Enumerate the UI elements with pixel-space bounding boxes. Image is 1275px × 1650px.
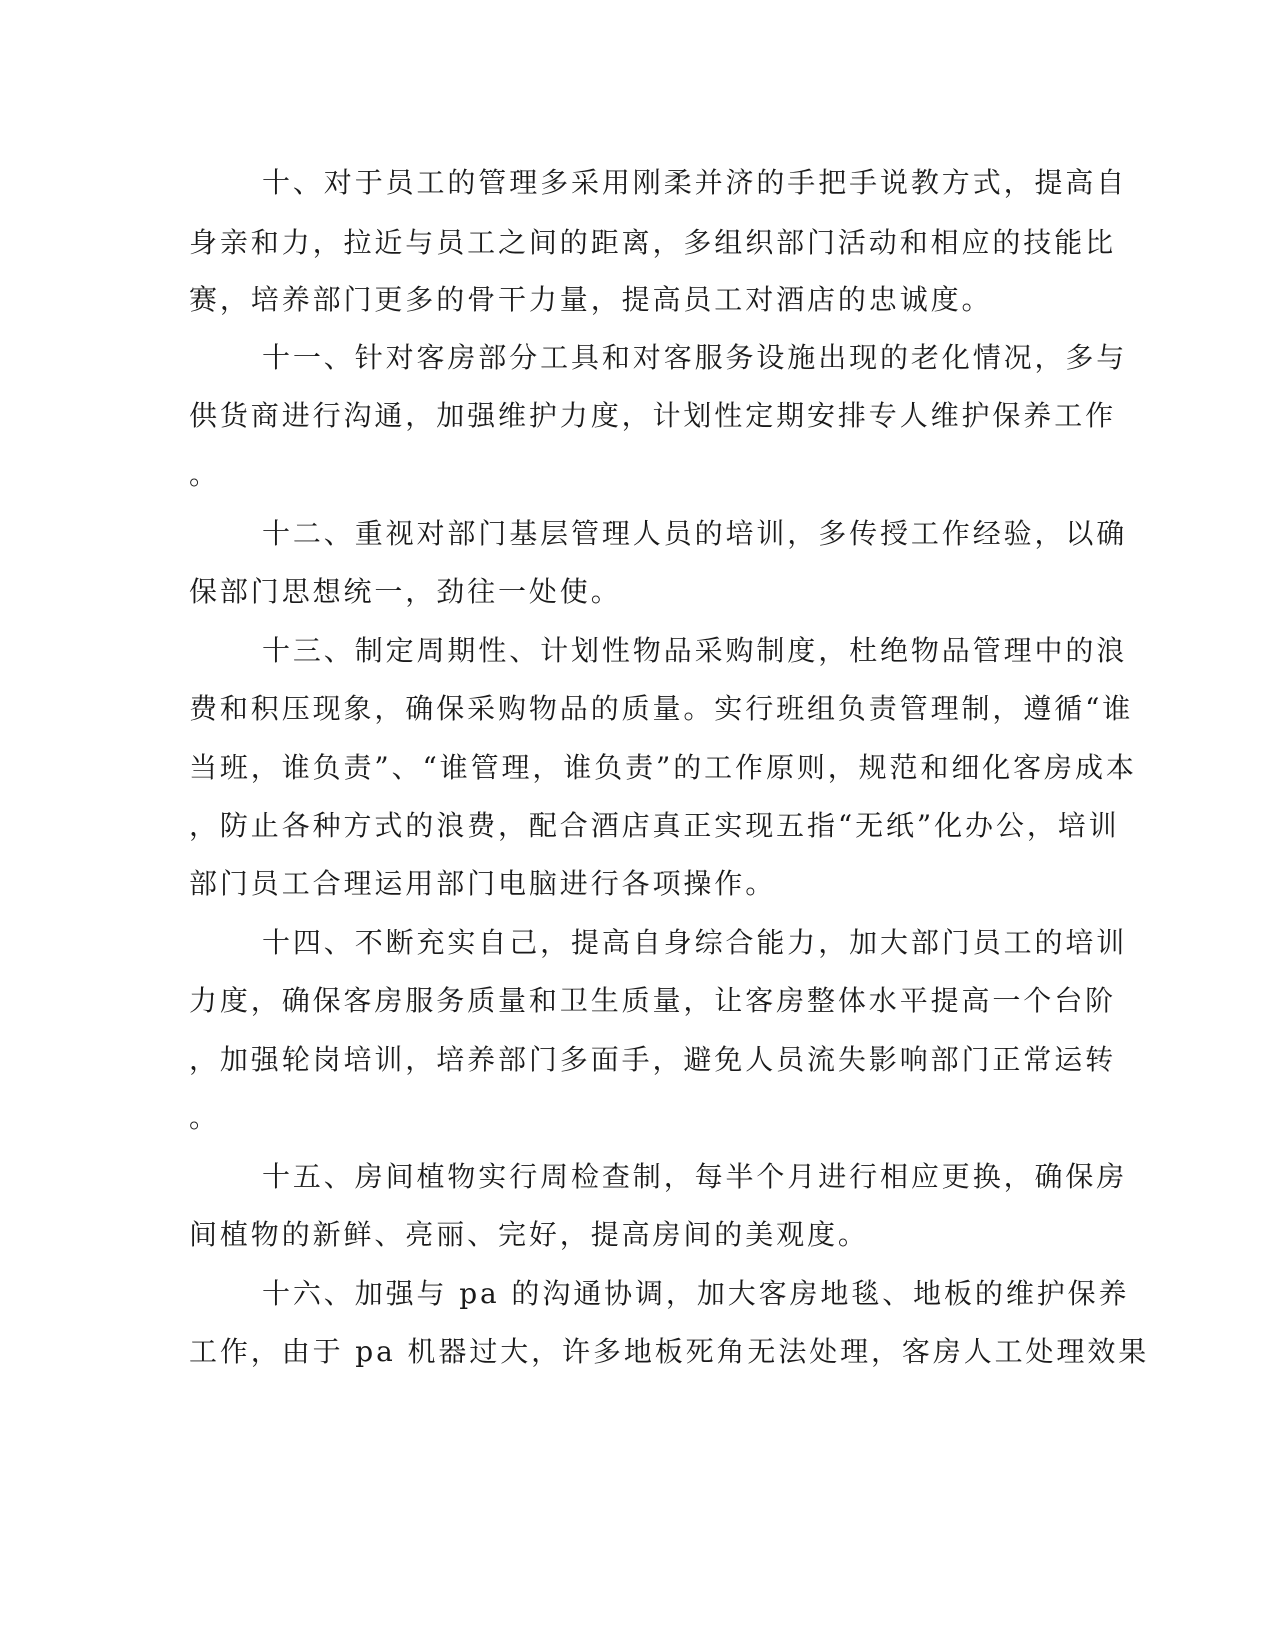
paragraph-16-line-2: 工作，由于 pa 机器过大，许多地板死角无法处理，客房人工处理效果: [189, 1335, 1150, 1368]
paragraph-13-line-3: 当班，谁负责”、“谁管理，谁负责”的工作原则，规范和细化客房成本: [189, 751, 1137, 784]
paragraph-12-line-2: 保部门思想统一，劲往一处使。: [189, 575, 622, 608]
paragraph-14-line-3: ，加强轮岗培训，培养部门多面手，避免人员流失影响部门正常运转: [189, 1043, 1117, 1076]
paragraph-11-line-1: 十一、针对客房部分工具和对客服务设施出现的老化情况，多与: [262, 341, 1128, 374]
paragraph-10-line-3: 赛，培养部门更多的骨干力量，提高员工对酒店的忠诚度。: [189, 283, 993, 316]
paragraph-11-line-3: 。: [189, 458, 220, 491]
paragraph-14-line-2: 力度，确保客房服务质量和卫生质量，让客房整体水平提高一个台阶: [189, 984, 1117, 1017]
paragraph-13-line-1: 十三、制定周期性、计划性物品采购制度，杜绝物品管理中的浪: [262, 634, 1128, 667]
paragraph-13-line-2: 费和积压现象，确保采购物品的质量。实行班组负责管理制，遵循“谁: [189, 692, 1134, 725]
paragraph-14-line-4: 。: [189, 1101, 220, 1134]
paragraph-12-line-1: 十二、重视对部门基层管理人员的培训，多传授工作经验，以确: [262, 517, 1128, 550]
paragraph-13-line-5: 部门员工合理运用部门电脑进行各项操作。: [189, 867, 777, 900]
paragraph-11-line-2: 供货商进行沟通，加强维护力度，计划性定期安排专人维护保养工作: [189, 399, 1117, 432]
paragraph-16-line-1: 十六、加强与 pa 的沟通协调，加大客房地毯、地板的维护保养: [262, 1277, 1130, 1310]
paragraph-15-line-1: 十五、房间植物实行周检查制，每半个月进行相应更换，确保房: [262, 1160, 1128, 1193]
paragraph-15-line-2: 间植物的新鲜、亮丽、完好，提高房间的美观度。: [189, 1218, 869, 1251]
paragraph-14-line-1: 十四、不断充实自己，提高自身综合能力，加大部门员工的培训: [262, 926, 1128, 959]
paragraph-10-line-2: 身亲和力，拉近与员工之间的距离，多组织部门活动和相应的技能比: [189, 226, 1117, 259]
paragraph-13-line-4: ，防止各种方式的浪费，配合酒店真正实现五指“无纸”化办公，培训: [189, 809, 1120, 842]
paragraph-10-line-1: 十、对于员工的管理多采用刚柔并济的手把手说教方式，提高自: [262, 166, 1128, 199]
